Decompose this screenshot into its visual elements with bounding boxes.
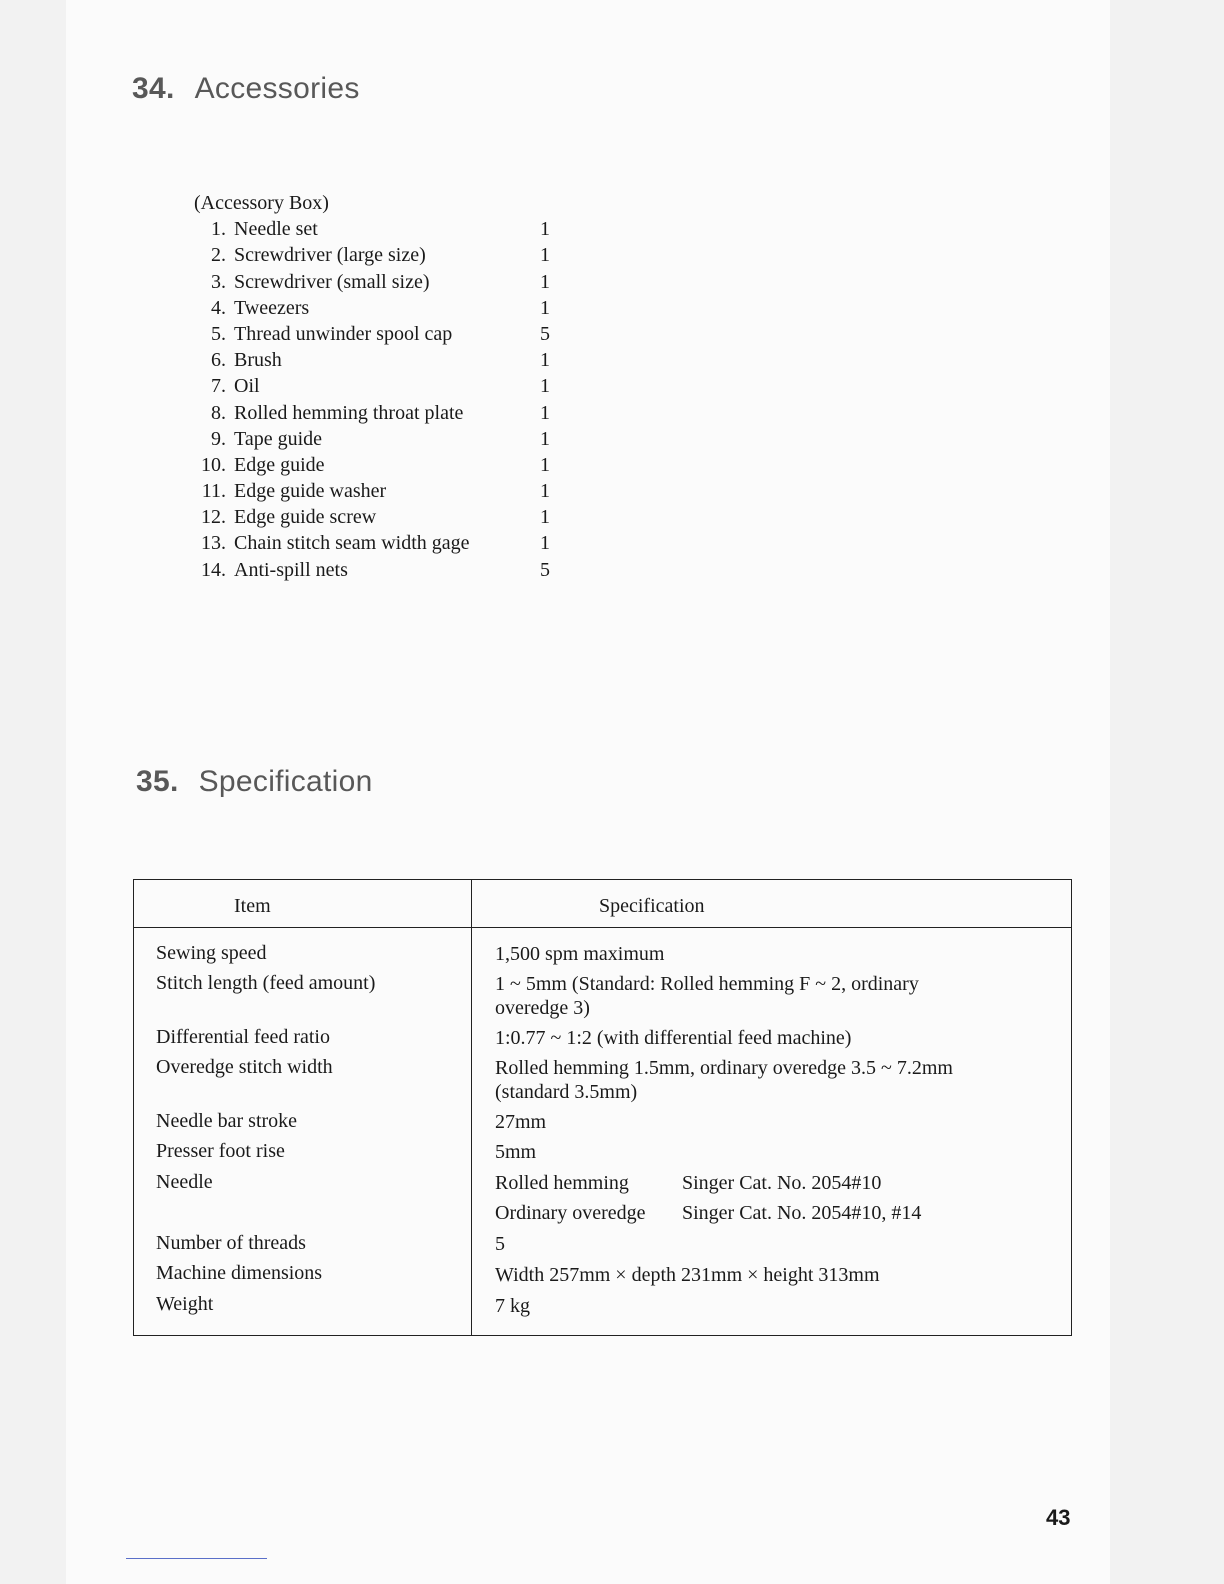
item-index: 8.	[211, 401, 226, 424]
item-quantity: 1	[540, 506, 550, 529]
item-quantity: 1	[540, 349, 550, 372]
item-presser-foot-rise: Presser foot rise	[156, 1140, 285, 1162]
spec-weight: 7 kg	[495, 1295, 530, 1317]
list-item	[194, 557, 560, 583]
spec-number-of-threads: 5	[495, 1233, 505, 1255]
item-quantity: 1	[540, 480, 550, 503]
item-name: Screwdriver (small size)	[234, 270, 430, 293]
spec-needle-rolled-hemming	[495, 1171, 881, 1195]
list-item	[194, 452, 560, 478]
item-quantity: 1	[540, 532, 550, 555]
spec-sewing-speed: 1,500 spm maximum	[495, 943, 665, 965]
list-item	[194, 530, 560, 556]
item-needle: Needle	[156, 1171, 213, 1193]
item-quantity: 1	[540, 375, 550, 398]
bottom-rule	[126, 1558, 267, 1559]
list-item	[194, 347, 560, 373]
item-name: Chain stitch seam width gage	[234, 532, 470, 555]
item-differential-feed: Differential feed ratio	[156, 1026, 330, 1048]
header-divider	[134, 927, 1071, 928]
item-name: Thread unwinder spool cap	[234, 322, 453, 345]
item-index: 10.	[201, 453, 226, 476]
spec-differential-feed: 1:0.77 ~ 1:2 (with differential feed machine)	[495, 1027, 852, 1049]
accessory-list	[194, 190, 560, 583]
item-name: Edge guide washer	[234, 480, 387, 503]
list-item	[194, 400, 560, 426]
section-heading-specification	[136, 765, 373, 799]
item-index: 1.	[211, 218, 226, 241]
item-name: Oil	[234, 375, 260, 398]
item-index: 6.	[211, 349, 226, 372]
item-name: Rolled hemming throat plate	[234, 401, 464, 424]
list-item	[194, 373, 560, 399]
needle-type-label: Ordinary overedge	[495, 1202, 646, 1224]
spec-stitch-length-line2: overedge 3)	[495, 997, 590, 1019]
item-name: Screwdriver (large size)	[234, 244, 426, 267]
spec-overedge-width-line1: Rolled hemming 1.5mm, ordinary overedge 3.5 ~ 7.2mm	[495, 1057, 953, 1079]
item-name: Tweezers	[234, 296, 310, 319]
list-item	[194, 478, 560, 504]
item-quantity: 5	[540, 322, 550, 345]
section-number: 34.	[132, 72, 175, 105]
spec-presser-foot-rise: 5mm	[495, 1141, 537, 1163]
needle-type-value: Singer Cat. No. 2054#10, #14	[682, 1202, 922, 1224]
item-index: 7.	[211, 375, 226, 398]
item-name: Edge guide	[234, 453, 325, 476]
list-item	[194, 242, 560, 268]
item-name: Edge guide screw	[234, 506, 377, 529]
item-index: 11.	[201, 480, 226, 503]
column-divider	[471, 880, 472, 1335]
item-quantity: 1	[540, 244, 550, 267]
item-sewing-speed: Sewing speed	[156, 942, 267, 964]
item-quantity: 1	[540, 296, 550, 319]
specification-table	[133, 879, 1072, 1336]
item-needle-bar-stroke: Needle bar stroke	[156, 1110, 298, 1132]
spec-stitch-length-line1: 1 ~ 5mm (Standard: Rolled hemming F ~ 2, ordinary	[495, 973, 919, 995]
needle-type-value: Singer Cat. No. 2054#10	[682, 1172, 882, 1194]
item-overedge-width: Overedge stitch width	[156, 1056, 333, 1078]
column-header-item: Item	[234, 895, 271, 917]
section-title: Specification	[198, 765, 373, 798]
section-heading-accessories	[132, 72, 360, 106]
item-index: 14.	[201, 558, 226, 581]
list-item	[194, 426, 560, 452]
item-quantity: 1	[540, 453, 550, 476]
list-item	[194, 216, 560, 242]
list-item	[194, 504, 560, 530]
item-number-of-threads: Number of threads	[156, 1232, 306, 1254]
item-name: Anti-spill nets	[234, 558, 348, 581]
item-index: 2.	[211, 244, 226, 267]
accessory-box-title: (Accessory Box)	[194, 192, 329, 214]
list-item	[194, 295, 560, 321]
item-quantity: 1	[540, 270, 550, 293]
section-number: 35.	[136, 765, 179, 798]
item-index: 3.	[211, 270, 226, 293]
item-index: 5.	[211, 322, 226, 345]
needle-type-label: Rolled hemming	[495, 1172, 629, 1194]
item-quantity: 5	[540, 558, 550, 581]
column-header-specification: Specification	[599, 895, 705, 917]
item-quantity: 1	[540, 218, 550, 241]
list-item	[194, 269, 560, 295]
page-number: 43	[1046, 1505, 1071, 1530]
section-title: Accessories	[194, 72, 360, 105]
item-name: Tape guide	[234, 427, 323, 450]
list-item	[194, 321, 560, 347]
item-index: 13.	[201, 532, 226, 555]
spec-needle-ordinary-overedge	[495, 1201, 921, 1225]
item-name: Brush	[234, 349, 282, 372]
item-quantity: 1	[540, 401, 550, 424]
item-name: Needle set	[234, 218, 318, 241]
item-weight: Weight	[156, 1293, 214, 1315]
item-stitch-length: Stitch length (feed amount)	[156, 972, 376, 994]
item-index: 4.	[211, 296, 226, 319]
spec-needle-bar-stroke: 27mm	[495, 1111, 547, 1133]
item-quantity: 1	[540, 427, 550, 450]
item-index: 9.	[211, 427, 226, 450]
spec-machine-dimensions: Width 257mm × depth 231mm × height 313mm	[495, 1264, 880, 1286]
item-machine-dimensions: Machine dimensions	[156, 1262, 323, 1284]
spec-overedge-width-line2: (standard 3.5mm)	[495, 1081, 638, 1103]
item-index: 12.	[201, 506, 226, 529]
